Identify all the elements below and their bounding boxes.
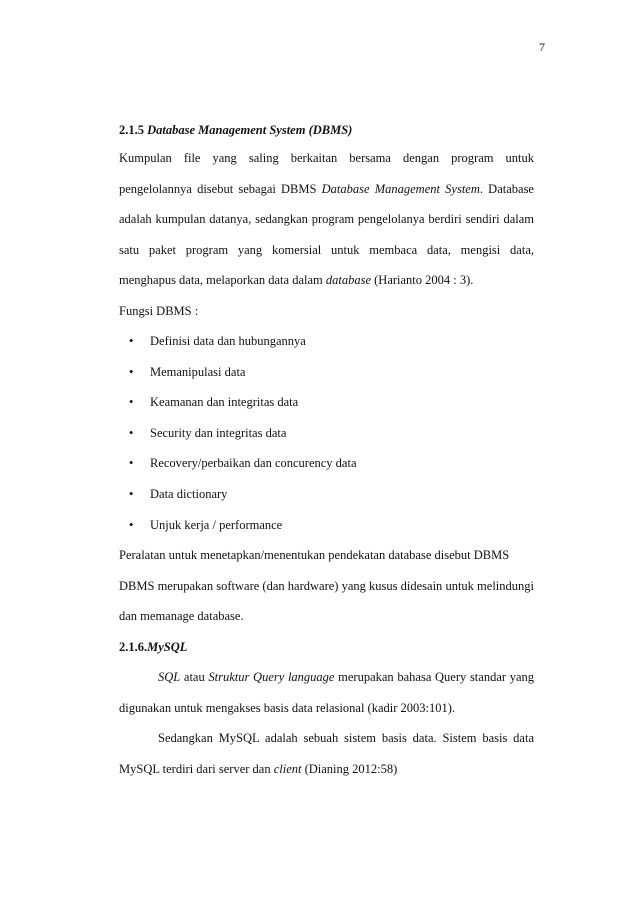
dbms-definition-paragraph: DBMS merupakan software (dan hardware) yang kusus didesain untuk melindungi dan memanage database. <box>119 578 534 624</box>
section-title: MySQL <box>147 639 188 654</box>
text-run: (Dianing 2012:58) <box>301 761 398 776</box>
text-run: (Harianto 2004 : 3). <box>371 273 474 288</box>
list-item <box>119 418 534 449</box>
mysql-paragraph-1 <box>119 662 534 723</box>
list-item <box>119 479 534 510</box>
text-run: Sedangkan MySQL adalah sebuah sistem basis data. Sistem basis data MySQL terdiri dari server dan <box>119 731 534 776</box>
italic-term: database <box>325 273 372 288</box>
section-heading-dbms <box>119 117 534 143</box>
text-run: . Database adalah kumpulan datanya, sedangkan program pengelolanya berdiri sendiri dalam satu paket program yang komersial untuk membaca data, mengisi data, menghapus data, melaporkan data dalam <box>119 181 534 288</box>
list-item <box>119 387 534 418</box>
italic-term: SQL <box>158 669 181 684</box>
list-item-text: Keamanan dan integritas data <box>150 395 299 410</box>
bullet-icon: • <box>129 364 134 379</box>
list-item <box>119 326 534 357</box>
list-item <box>119 510 534 541</box>
page-number: 7 <box>539 40 545 54</box>
bullet-icon: • <box>129 333 134 348</box>
list-item-text: Memanipulasi data <box>150 364 246 379</box>
section-heading-mysql <box>119 632 534 662</box>
list-item-text: Security dan integritas data <box>150 425 287 440</box>
section-number: 2.1.6. <box>119 639 148 654</box>
list-item-text: Recovery/perbaikan dan concurency data <box>150 456 357 471</box>
bullet-icon: • <box>129 425 134 440</box>
bullet-icon: • <box>129 456 134 471</box>
italic-term: Database Management System <box>321 181 480 196</box>
bullet-icon: • <box>129 395 134 410</box>
section-number: 2.1.5 <box>119 123 144 137</box>
text-run: merupakan bahasa Query standar yang digunakan untuk mengakses basis data relasional (kadir 2003:101). <box>119 669 535 715</box>
list-item <box>119 357 534 388</box>
list-item-text: Unjuk kerja / performance <box>150 517 283 532</box>
italic-term: Struktur Query language <box>208 669 335 684</box>
document-body <box>119 117 534 784</box>
bullet-icon: • <box>129 517 134 532</box>
text-run: Kumpulan file yang saling berkaitan bersama dengan program untuk pengelolannya disebut sebagai DBMS <box>119 151 534 196</box>
list-item <box>119 448 534 479</box>
list-item-text: Definisi data dan hubungannya <box>150 333 306 348</box>
dbms-paragraph <box>119 143 534 296</box>
peralatan-line: Peralatan untuk menetapkan/menentukan pendekatan database disebut DBMS <box>119 548 510 563</box>
italic-term: client <box>273 761 302 776</box>
mysql-paragraph-2 <box>119 723 534 784</box>
bullet-icon: • <box>129 486 134 501</box>
text-run: atau <box>180 669 209 684</box>
section-title: Database Management System (DBMS) <box>147 123 353 137</box>
fungsi-list <box>119 326 534 540</box>
list-item-text: Data dictionary <box>150 486 228 501</box>
fungsi-title: Fungsi DBMS : <box>119 303 199 318</box>
